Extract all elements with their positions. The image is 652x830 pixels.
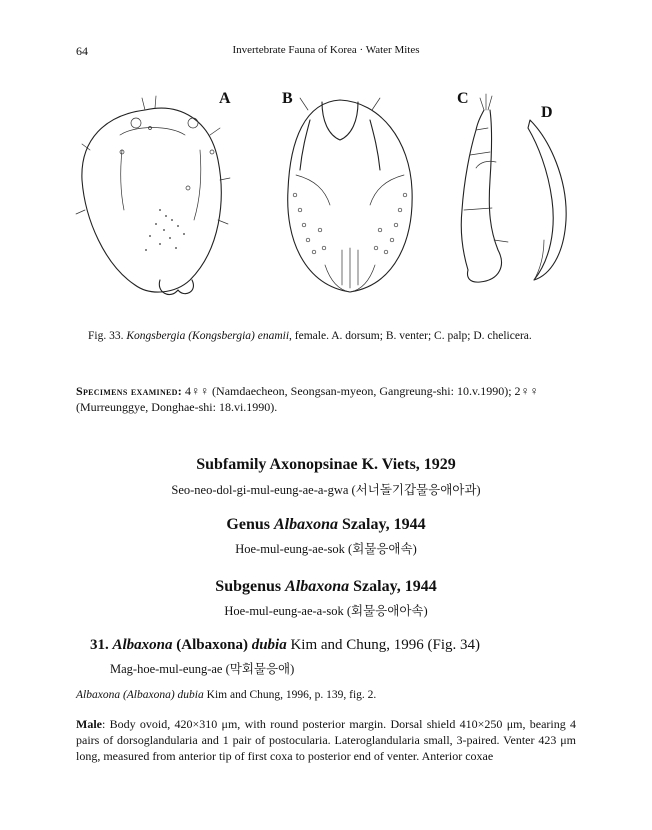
species-number: 31. bbox=[90, 637, 109, 653]
genus-prefix: Genus bbox=[226, 516, 274, 533]
subgenus-korean: Hoe-mul-eung-ae-a-sok (회물응애아속) bbox=[224, 604, 428, 618]
subgenus-author: Szalay, 1944 bbox=[349, 578, 437, 595]
panel-label-a: A bbox=[219, 90, 231, 107]
subfamily-heading: Subfamily Axonopsinae K. Viets, 1929 bbox=[196, 456, 456, 473]
figure-caption bbox=[88, 330, 532, 342]
male-description bbox=[76, 716, 576, 764]
page-number: 64 bbox=[76, 44, 88, 58]
species-citation bbox=[76, 689, 376, 701]
genus-korean: Hoe-mul-eung-ae-sok (회물응애속) bbox=[235, 542, 417, 556]
species-subgenus: (Albaxona) bbox=[176, 637, 248, 653]
subgenus-heading bbox=[0, 578, 652, 596]
species-author: Kim and Chung, 1996 (Fig. 34) bbox=[286, 637, 481, 653]
subfamily-korean: Seo-neo-dol-gi-mul-eung-ae-a-gwa (서너돌기갑물응애아과) bbox=[171, 483, 481, 497]
species-genus: Albaxona bbox=[112, 637, 173, 653]
genus-name: Albaxona bbox=[274, 516, 339, 533]
panel-label-b: B bbox=[282, 90, 293, 107]
running-title: Invertebrate Fauna of Korea · Water Mites bbox=[232, 44, 420, 56]
panel-d-chelicera bbox=[528, 120, 566, 280]
specimens-text: 4♀♀ (Namdaecheon, Seongsan-myeon, Gangreung-shi: 10.v.1990); 2♀♀ (Murreunggye, Donghae-shi: 18.vi.1990). bbox=[76, 384, 539, 414]
citation-text: Kim and Chung, 1996, p. 139, fig. 2. bbox=[203, 689, 377, 701]
description-text: : Body ovoid, 420×310 μm, with round posterior margin. Dorsal shield 410×250 μm, bearing 4 pairs of dorsoglandularia and 1 pair of postocularia. Lateroglandularia small, 3-paired. Venter 423 μm long, measured from anterior tip of first coxa to posterior end of venter. Anterior coxae bbox=[76, 717, 576, 763]
genus-author: Szalay, 1944 bbox=[338, 516, 426, 533]
panel-b-venter bbox=[288, 98, 412, 292]
panel-label-c: C bbox=[457, 90, 469, 107]
figure-illustration bbox=[60, 80, 600, 320]
panel-a-dorsum bbox=[76, 96, 230, 295]
species-heading bbox=[90, 637, 480, 654]
description-label: Male bbox=[76, 717, 102, 731]
subgenus-prefix: Subgenus bbox=[215, 578, 286, 595]
specimens-examined bbox=[76, 383, 576, 415]
panel-c-palp bbox=[461, 94, 508, 282]
species-epithet: dubia bbox=[251, 637, 287, 653]
panel-label-d: D bbox=[541, 104, 553, 121]
caption-taxon: Kongsbergia (Kongsbergia) enamii bbox=[126, 330, 290, 342]
citation-taxon: Albaxona (Albaxona) dubia bbox=[76, 689, 204, 701]
subgenus-name: Albaxona bbox=[285, 578, 350, 595]
caption-rest: , female. A. dorsum; B. venter; C. palp; D. chelicera. bbox=[289, 330, 532, 342]
genus-heading bbox=[0, 516, 652, 534]
specimens-label: Specimens examined: bbox=[76, 384, 183, 398]
caption-prefix: Fig. 33. bbox=[88, 330, 124, 342]
species-korean: Mag-hoe-mul-eung-ae (막회물응애) bbox=[110, 662, 295, 676]
